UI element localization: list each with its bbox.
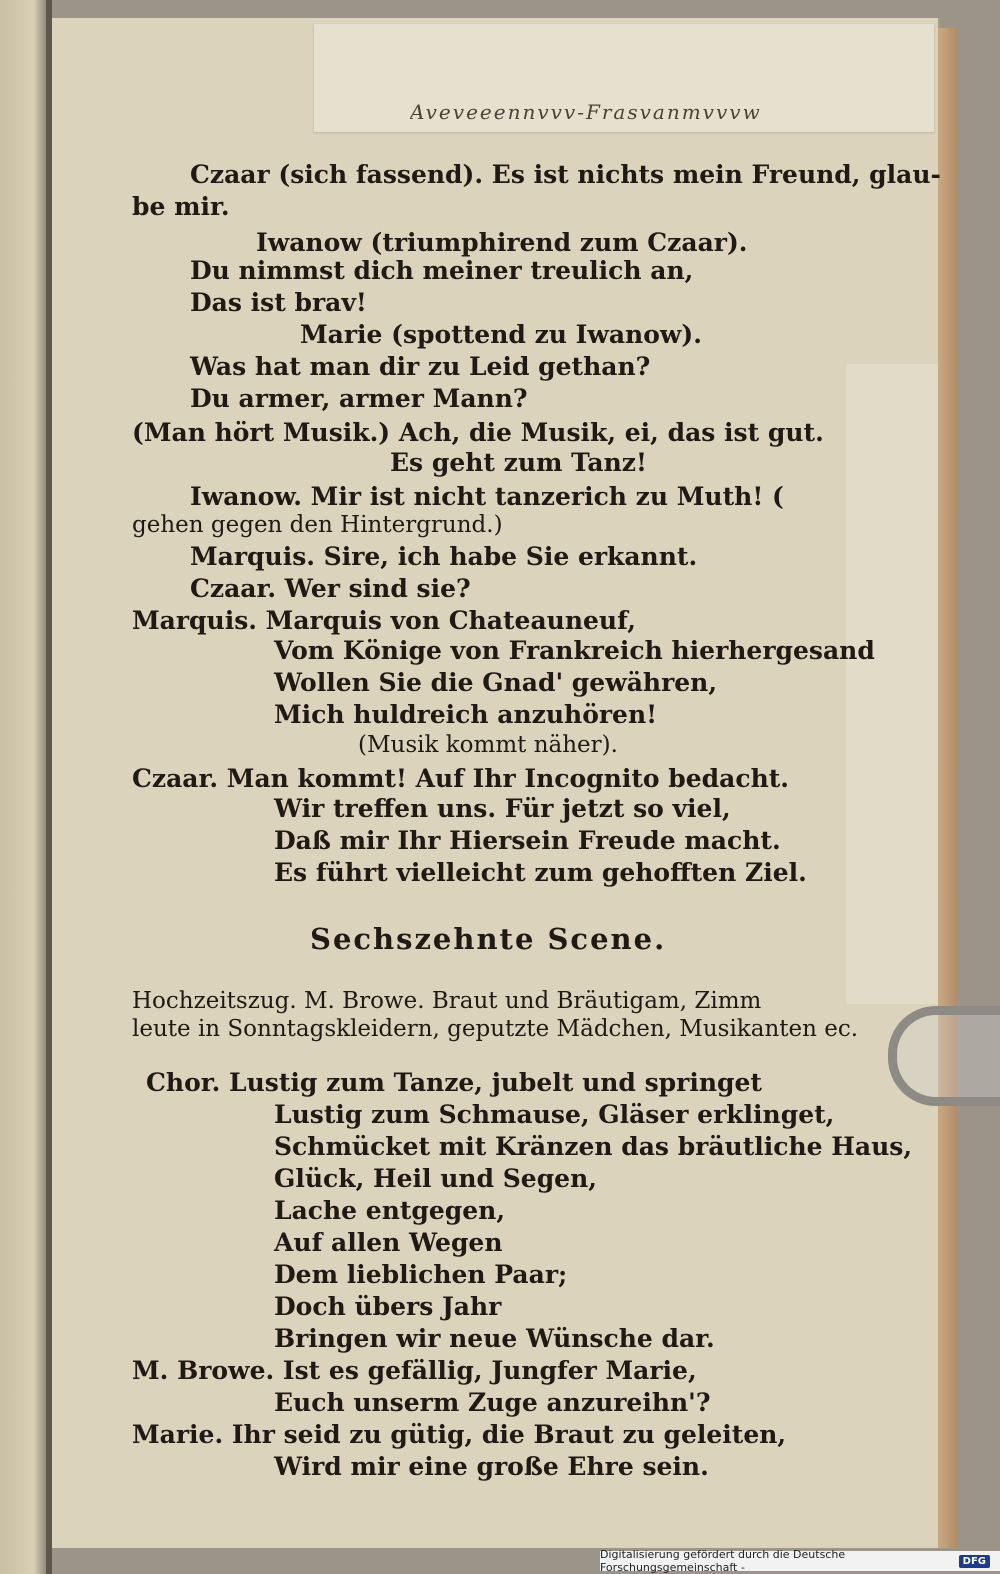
stage-direction: (Musik kommt näher). xyxy=(358,732,618,758)
text-line: Mich huldreich anzuhören! xyxy=(274,700,658,729)
text-line: Euch unserm Zuge anzureihn'? xyxy=(274,1388,711,1417)
text-line: Marquis. Sire, ich habe Sie erkannt. xyxy=(190,542,698,571)
text-line: Wollen Sie die Gnad' gewähren, xyxy=(274,668,718,697)
text-line: Schmücket mit Kränzen das bräutliche Haus, xyxy=(274,1132,913,1161)
stage-direction: Hochzeitszug. M. Browe. Braut und Bräutigam, Zimm xyxy=(132,988,762,1014)
text-line: Bringen wir neue Wünsche dar. xyxy=(274,1324,715,1353)
stage-direction: gehen gegen den Hintergrund.) xyxy=(132,512,503,538)
text-line: Chor. Lustig zum Tanze, jubelt und springet xyxy=(146,1068,762,1097)
text-line: Das ist brav! xyxy=(190,288,367,317)
page-edge xyxy=(938,28,958,1548)
text-line: Es geht zum Tanz! xyxy=(390,448,647,477)
left-page-edge xyxy=(0,0,48,1574)
speaker-line: Marie (spottend zu Iwanow). xyxy=(300,320,702,349)
text-line: Auf allen Wegen xyxy=(274,1228,503,1257)
text-line: Wir treffen uns. Für jetzt so viel, xyxy=(274,794,731,823)
text-line: Czaar. Wer sind sie? xyxy=(190,574,471,603)
text-line: Marquis. Marquis von Chateauneuf, xyxy=(132,606,637,635)
text-line: (Man hört Musik.) Ach, die Musik, ei, das ist gut. xyxy=(132,418,824,447)
manuscript-note: Aveveeennvvv-Frasvanmvvvw xyxy=(410,100,762,124)
page-clip xyxy=(888,1006,1000,1106)
digitization-footer xyxy=(600,1548,1000,1574)
stage-direction: leute in Sonntagskleidern, geputzte Mädchen, Musikanten ec. xyxy=(132,1016,859,1042)
text-line: Marie. Ihr seid zu gütig, die Braut zu geleiten, xyxy=(132,1420,787,1449)
text-line: Es führt vielleicht zum gehofften Ziel. xyxy=(274,858,807,887)
text-line: Czaar. Man kommt! Auf Ihr Incognito bedacht. xyxy=(132,764,789,793)
text-line: be mir. xyxy=(132,192,230,221)
scene-heading: Sechszehnte Scene. xyxy=(310,922,667,956)
footer-text: Digitalisierung gefördert durch die Deutsche Forschungsgemeinschaft - xyxy=(600,1548,846,1574)
text-line: Iwanow. Mir ist nicht tanzerich zu Muth! ( xyxy=(190,482,784,511)
pasted-paper-patch xyxy=(846,364,938,1004)
text-line: Doch übers Jahr xyxy=(274,1292,502,1321)
text-line: Du armer, armer Mann? xyxy=(190,384,528,413)
dfg-badge: DFG xyxy=(959,1555,990,1568)
text-line: Wird mir eine große Ehre sein. xyxy=(274,1452,709,1481)
text-line: Glück, Heil und Segen, xyxy=(274,1164,597,1193)
text-line: Dem lieblichen Paar; xyxy=(274,1260,568,1289)
text-line: Czaar (sich fassend). Es ist nichts mein Freund, glau- xyxy=(190,160,941,189)
text-line: Lustig zum Schmause, Gläser erklinget, xyxy=(274,1100,835,1129)
text-line: M. Browe. Ist es gefällig, Jungfer Marie, xyxy=(132,1356,697,1385)
text-line: Du nimmst dich meiner treulich an, xyxy=(190,256,694,285)
text-line: Daß mir Ihr Hiersein Freude macht. xyxy=(274,826,781,855)
speaker-line: Iwanow (triumphirend zum Czaar). xyxy=(256,228,748,257)
text-line: Lache entgegen, xyxy=(274,1196,506,1225)
text-line: Vom Könige von Frankreich hierhergesand xyxy=(274,636,875,665)
text-line: Was hat man dir zu Leid gethan? xyxy=(190,352,651,381)
